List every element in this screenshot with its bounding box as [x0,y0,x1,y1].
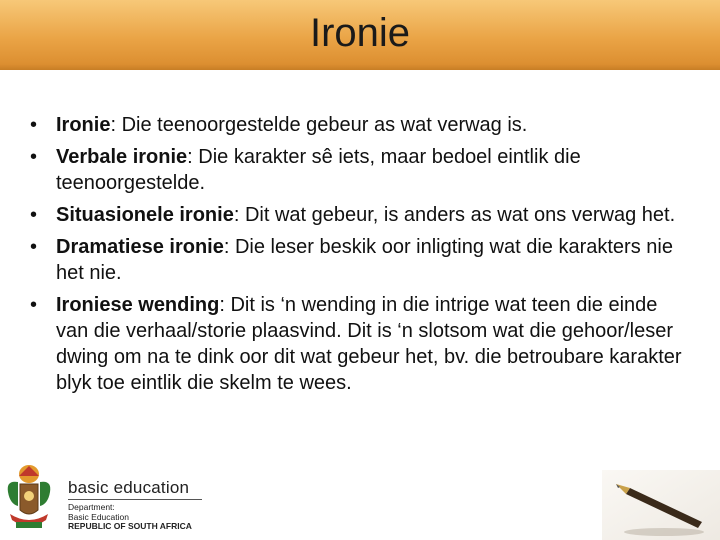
bullet-term: Dramatiese ironie [56,236,224,258]
bullet-icon: • [30,204,38,226]
bullet-term: Situasionele ironie [56,204,234,226]
bullet-item [30,234,690,286]
department-line: Basic Education [68,511,129,522]
bullet-icon: • [30,114,38,136]
bullet-item [30,292,690,396]
bullet-item [30,202,690,228]
bullet-term: Ironie [56,114,111,136]
bullet-text: : Die teenoorgestelde gebeur as wat verwag is. [110,114,528,136]
bullet-text: : Die leser beskik oor inligting wat die karakters nie het nie. [56,236,673,284]
fountain-pen-icon [602,470,720,540]
brand-divider [68,499,202,500]
title-bar [0,0,720,70]
bullet-item [30,144,690,196]
brand-name: basic education [68,478,190,497]
bullet-icon: • [30,146,38,168]
bullet-text: : Die karakter sê iets, maar bedoel eintlik die teenoorgestelde. [56,146,581,194]
bullet-term: Ironiese wending [56,294,220,316]
bullet-text: : Dit is ‘n wending in die intrige wat teen die einde van die verhaal/storie plaasvind. Dit is ‘n slotsom wat die gehoor/leser dwing om na te dink oor dit wat gebeur het, bv. die betroubare karakter blyk toe eintlik die skelm te wees. [56,294,682,394]
bullet-text: : Dit wat gebeur, is anders as wat ons verwag het. [233,204,676,226]
bullet-term: Verbale ironie [56,146,188,168]
coat-of-arms-icon [2,462,56,536]
bullet-item [30,112,690,138]
bullet-icon: • [30,294,38,316]
department-line: REPUBLIC OF SOUTH AFRICA [68,521,192,531]
slide-title: Ironie [309,11,411,55]
bullet-icon: • [30,236,38,258]
department-text [68,503,192,532]
bullet-list [30,112,690,402]
department-line: Department: [68,502,115,512]
